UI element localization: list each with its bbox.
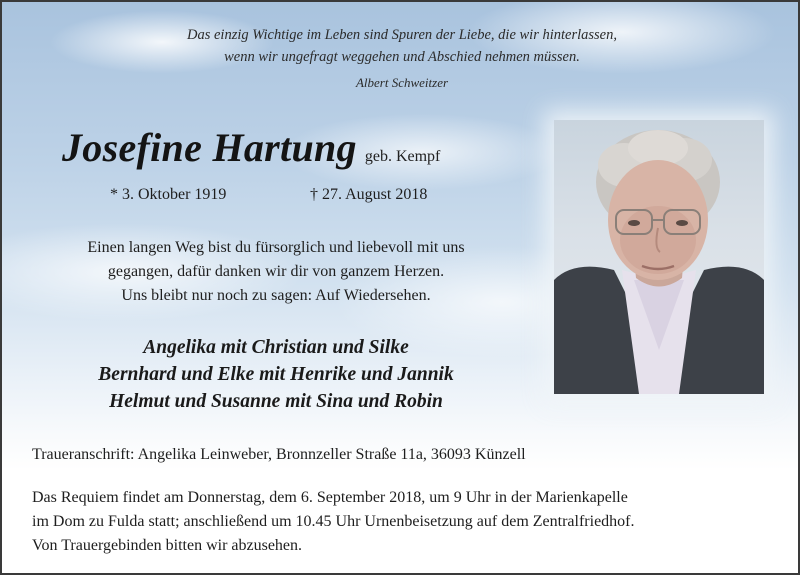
quote-line-2: wenn wir ungefragt weggehen und Abschied nehmen müssen. xyxy=(224,49,580,65)
deceased-name: Josefine Hartung xyxy=(62,125,357,170)
name-heading xyxy=(62,124,440,171)
farewell-verse xyxy=(22,236,530,308)
mourner-line: Angelika mit Christian und Silke xyxy=(143,337,409,358)
requiem-line-1: Das Requiem findet am Donnerstag, dem 6. September 2018, um 9 Uhr in der Marienkapelle xyxy=(32,489,628,506)
mourners-list xyxy=(22,334,530,415)
portrait-icon xyxy=(554,120,764,394)
epigraph-quote xyxy=(2,24,800,68)
mourning-address: Traueranschrift: Angelika Leinweber, Bronnzeller Straße 11a, 36093 Künzell xyxy=(32,446,526,463)
mourner-line: Helmut und Susanne mit Sina und Robin xyxy=(109,391,443,412)
requiem-notice xyxy=(32,486,635,558)
death-date: † 27. August 2018 xyxy=(310,186,428,203)
quote-line-1: Das einzig Wichtige im Leben sind Spuren der Liebe, die wir hinterlassen, xyxy=(187,27,617,43)
mourner-line: Bernhard und Elke mit Henrike und Jannik xyxy=(98,364,454,385)
birth-date: * 3. Oktober 1919 xyxy=(110,186,227,203)
maiden-name: geb. Kempf xyxy=(364,148,441,165)
verse-line-1: Einen langen Weg bist du fürsorglich und liebevoll mit uns xyxy=(87,239,465,256)
portrait-photo xyxy=(554,120,764,394)
quote-author: Albert Schweitzer xyxy=(355,75,449,90)
verse-line-2: gegangen, dafür danken wir dir von ganzem Herzen. xyxy=(107,263,445,280)
requiem-line-2: im Dom zu Fulda statt; anschließend um 10.45 Uhr Urnenbeisetzung auf dem Zentralfriedhof. xyxy=(32,513,635,530)
requiem-line-3: Von Trauergebinden bitten wir abzusehen. xyxy=(32,537,303,554)
verse-line-3: Uns bleibt nur noch zu sagen: Auf Wiedersehen. xyxy=(121,287,431,304)
